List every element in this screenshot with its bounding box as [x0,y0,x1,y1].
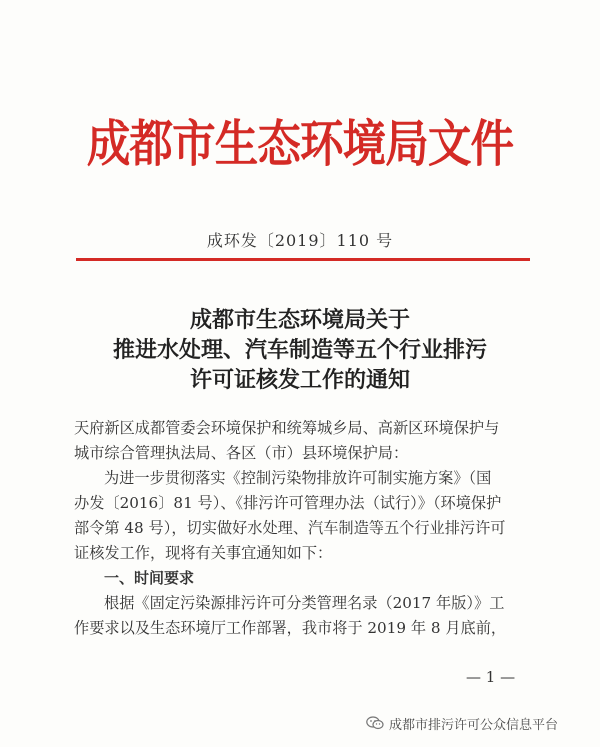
wechat-icon [366,716,384,730]
notice-title [0,305,600,395]
red-divider [76,258,530,261]
document-body [74,416,536,641]
paragraph-line: 根据《固定污染源排污许可分类管理名录（2017 年版）》工 [104,594,505,612]
paragraph-line: 证核发工作，现将有关事宜通知如下： [74,544,333,562]
page-number: — 1 — [466,668,516,686]
notice-title-line: 成都市生态环境局关于 [189,307,410,333]
section-heading: 一、时间要求 [104,569,195,587]
notice-title-line: 许可证核发工作的通知 [189,367,410,393]
paragraph-line: 为进一步贯彻落实《控制污染物排放许可制实施方案》（国 [104,469,492,487]
document-number: 成环发〔2019〕110 号 [206,231,394,250]
footer-watermark [366,714,558,732]
addressee-line: 天府新区成都管委会环境保护和统筹城乡局、高新区环境保护与 [74,419,500,437]
notice-title-line: 推进水处理、汽车制造等五个行业排污 [112,337,487,363]
paragraph-line: 作要求以及生态环境厅工作部署，我市将于 2019 年 8 月底前， [74,619,507,637]
watermark-text: 成都市排污许可公众信息平台 [389,717,559,733]
document-header-title: 成都市生态环境局文件 [86,116,514,172]
paragraph-line: 办发〔2016〕81 号）、《排污许可管理办法（试行）》（环境保护 [74,494,502,512]
addressee-line: 城市综合管理执法局、各区（市）县环境保护局： [74,444,409,462]
paragraph-line: 部令第 48 号），切实做好水处理、汽车制造等五个行业排污许可 [74,519,506,537]
